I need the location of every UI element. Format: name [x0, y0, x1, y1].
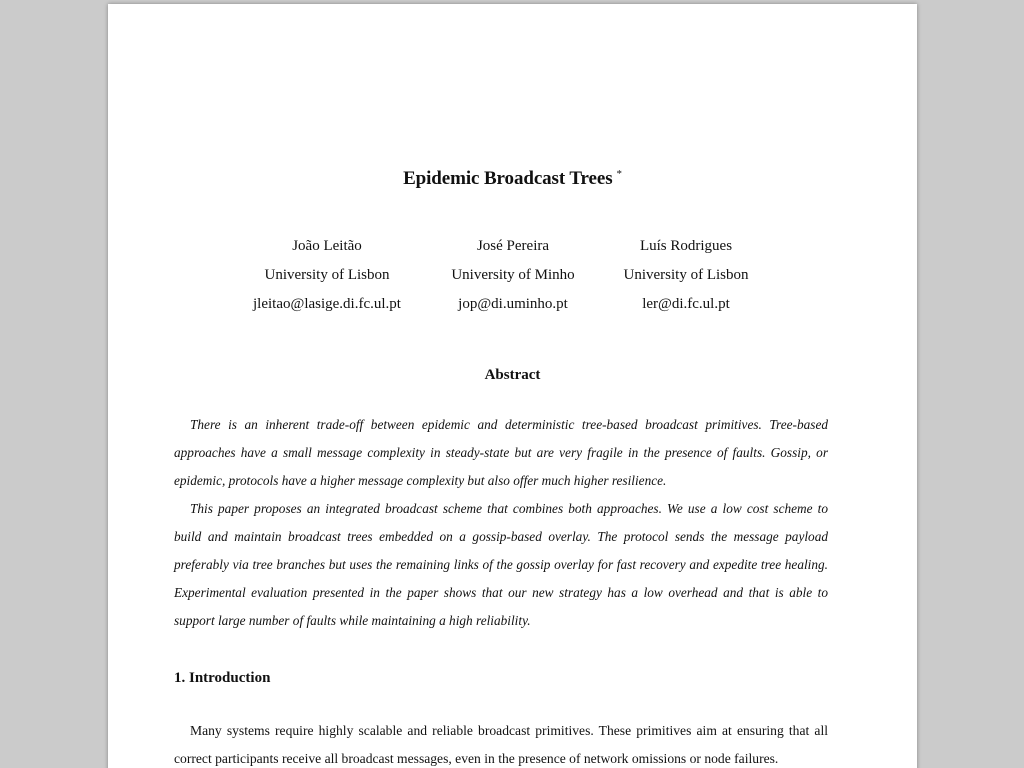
author-block [586, 232, 786, 319]
author-name: José Pereira [476, 238, 550, 254]
abstract-paragraph: This paper proposes an integrated broadcast scheme that combines both approaches. We use a low cost scheme to build and maintain broadcast trees embedded on a gossip-based overlay. The protocol sends the message payload preferably via tree branches but uses the remaining links of the gossip overlay for fast recovery and expedite tree healing. Experimental evaluation presented in the paper shows that our new strategy has a low overhead and that is able to support large number of faults while maintaining a high reliability. [174, 501, 828, 628]
abstract-paragraph: There is an inherent trade-off between epidemic and deterministic tree-based broadcast primitives. Tree-based approaches have a small message complexity in steady-state but are very fragile in the presence of faults. Gossip, or epidemic, protocols have a higher message complexity but also offer much higher resilience. [174, 417, 828, 488]
author-affiliation: University of Lisbon [264, 267, 390, 283]
author-affiliation: University of Lisbon [623, 267, 749, 283]
author-affiliation: University of Minho [451, 267, 575, 283]
author-email: jop@di.uminho.pt [458, 296, 568, 312]
author-email: jleitao@lasige.di.fc.ul.pt [253, 296, 401, 312]
introduction-paragraph: Many systems require highly scalable and reliable broadcast primitives. These primitives aim at ensuring that all correct participants receive all broadcast messages, even in the presence of network omissions or node failures. [174, 723, 828, 766]
author-block [413, 232, 613, 319]
introduction-body [174, 717, 828, 768]
author-name: Luís Rodrigues [639, 238, 733, 254]
abstract-heading: Abstract [484, 367, 541, 383]
section-heading-introduction: 1. Introduction [174, 670, 271, 686]
paper-page [108, 4, 917, 768]
abstract-body [174, 411, 828, 635]
author-block [227, 232, 427, 319]
author-name: João Leitão [292, 238, 362, 254]
paper-title [108, 168, 917, 190]
paper-title-text: Epidemic Broadcast Trees [403, 168, 613, 189]
title-footnote-marker: * [616, 168, 622, 180]
author-email: ler@di.fc.ul.pt [642, 296, 730, 312]
